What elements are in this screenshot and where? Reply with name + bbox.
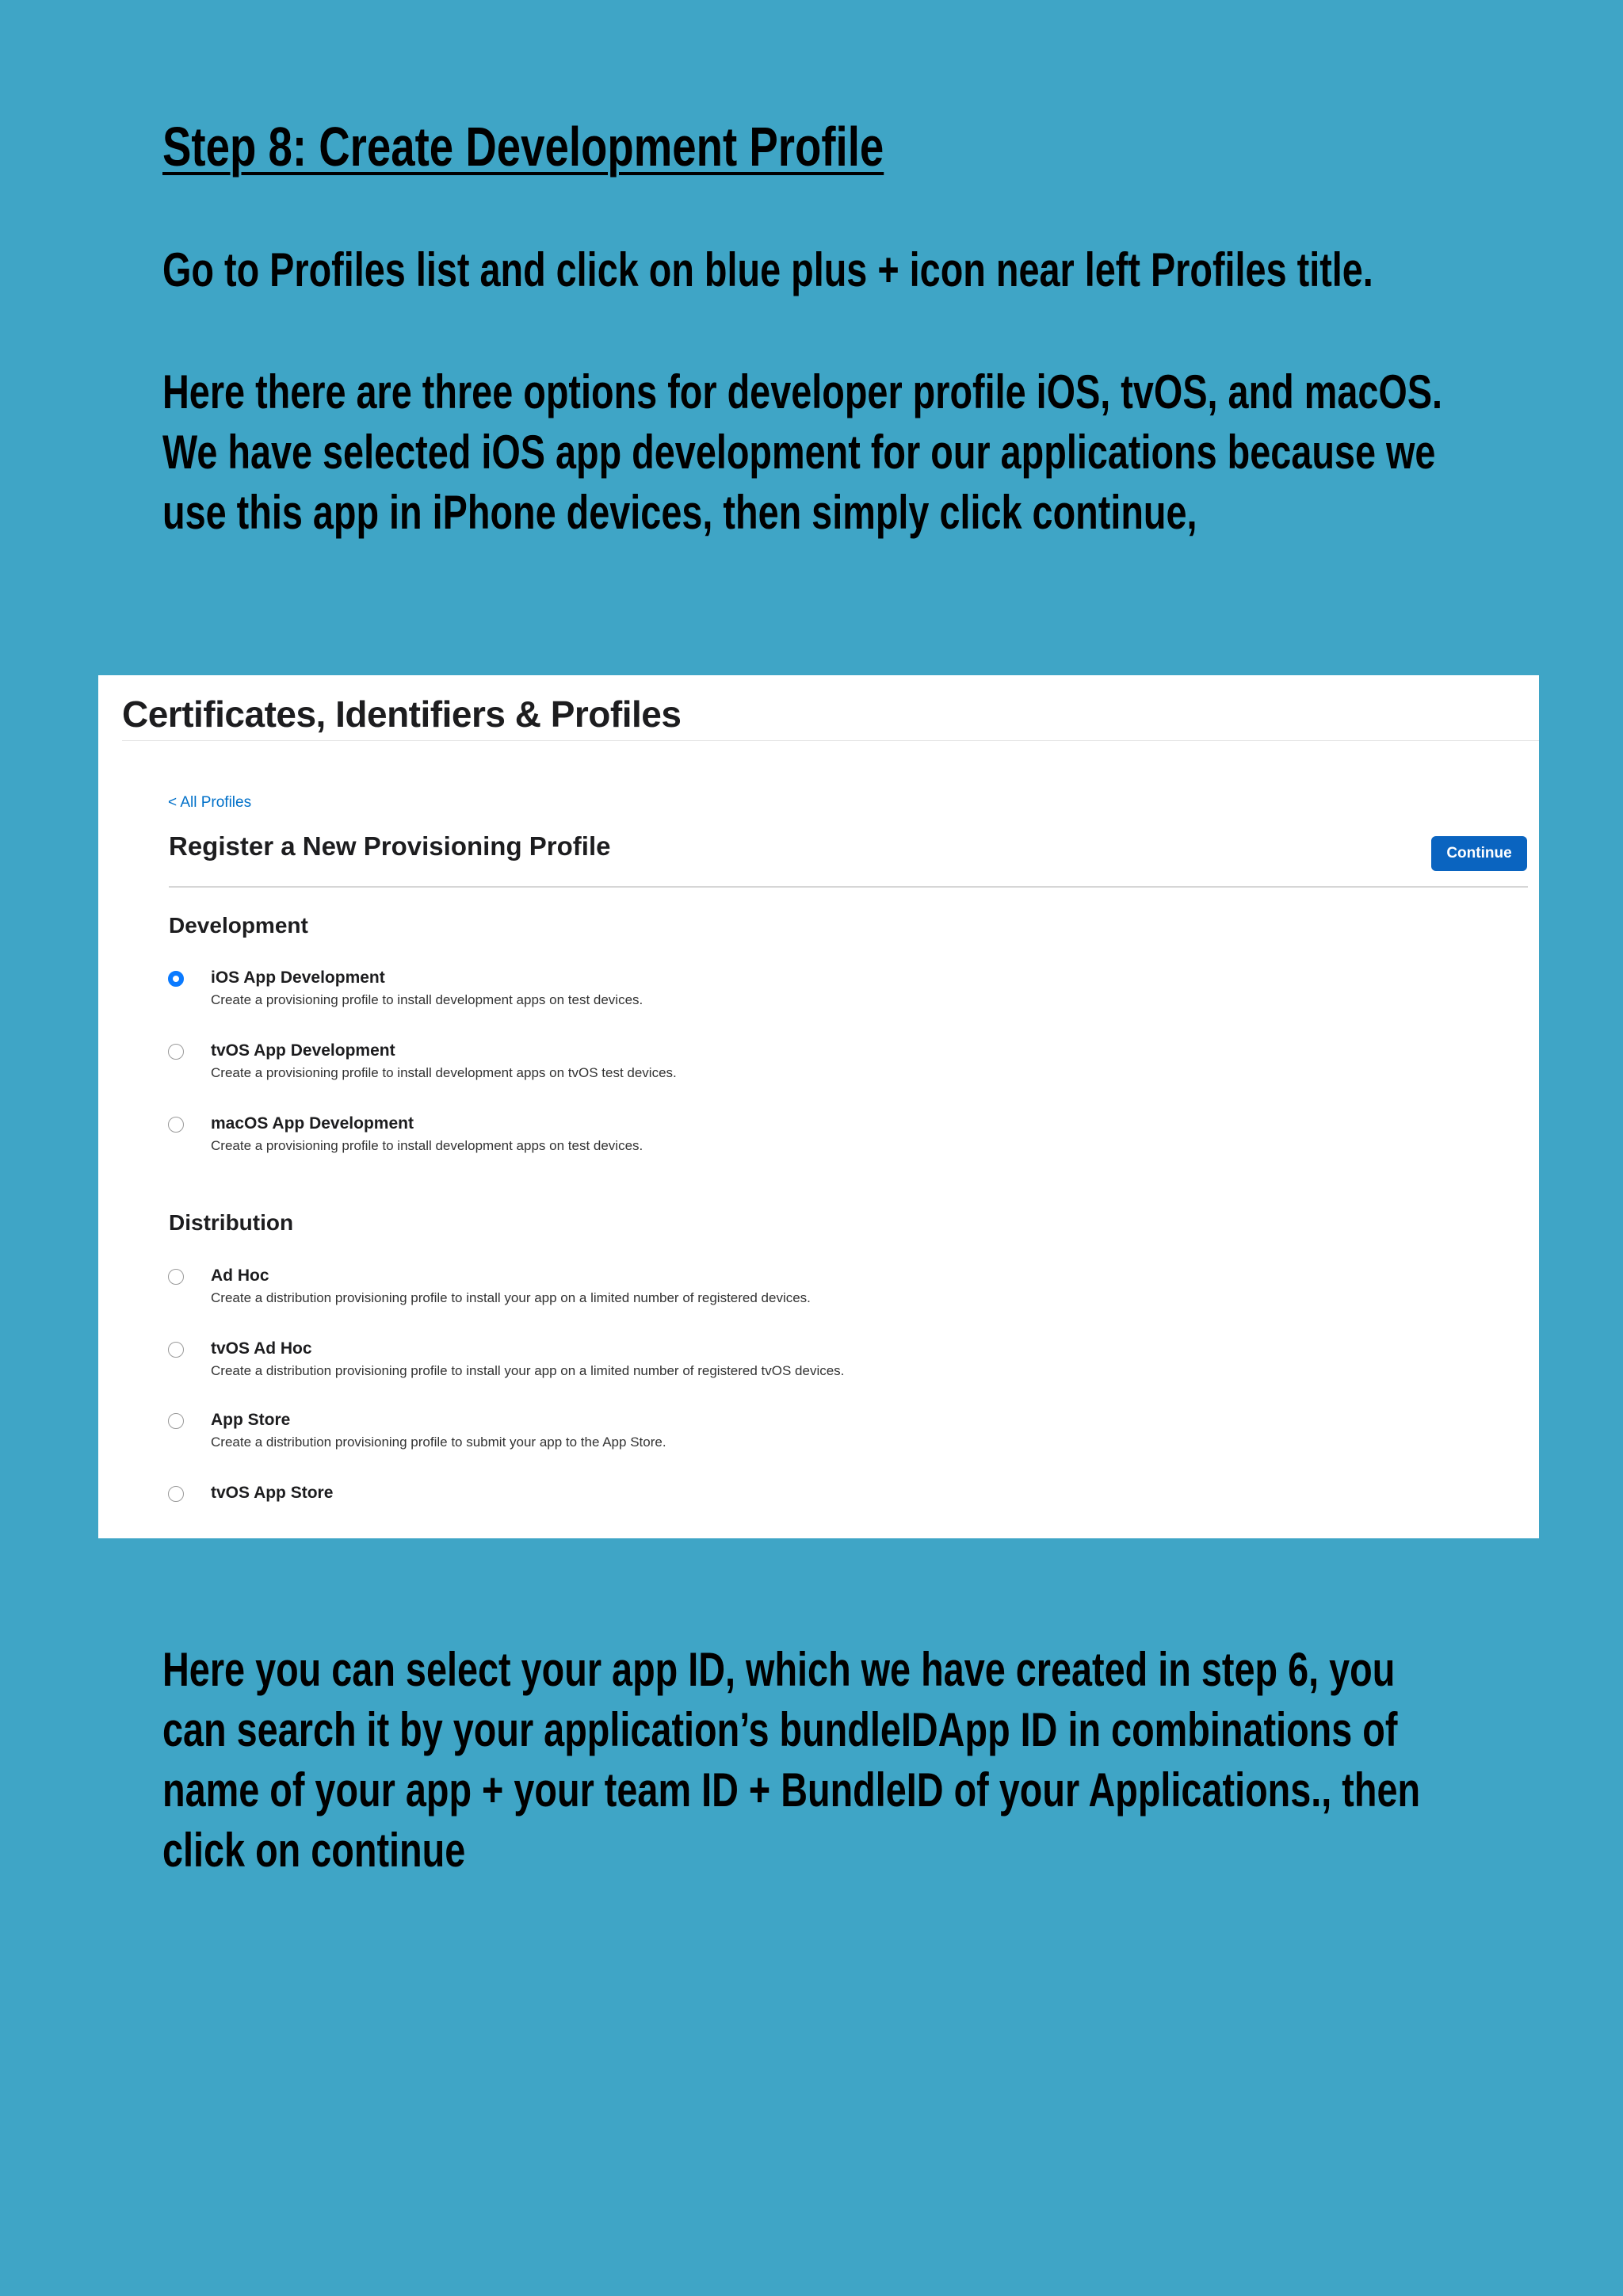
continue-button[interactable]: Continue	[1431, 836, 1527, 871]
radio-icon[interactable]	[168, 1269, 184, 1285]
title-divider	[122, 740, 1539, 741]
option-ad-hoc[interactable]	[168, 1266, 1357, 1314]
option-label: tvOS App Store	[211, 1484, 334, 1502]
paragraph-line: use this app in iPhone devices, then simply click continue,	[162, 486, 1197, 539]
option-tvos-ad-hoc[interactable]	[168, 1339, 1357, 1387]
bottom-fade	[98, 1510, 1539, 1538]
development-heading: Development	[169, 913, 308, 938]
option-label: iOS App Development	[211, 968, 385, 987]
instruction-paragraph-1: Go to Profiles list and click on blue plus + icon near left Profiles title.	[162, 243, 1373, 296]
option-label: App Store	[211, 1411, 291, 1429]
option-label: tvOS App Development	[211, 1041, 395, 1060]
option-description: Create a provisioning profile to install development apps on test devices.	[211, 1138, 643, 1153]
radio-icon[interactable]	[168, 1117, 184, 1133]
paragraph-line: can search it by your application’s bundleIDApp ID in combinations of	[162, 1703, 1398, 1756]
option-ios-app-development[interactable]	[168, 968, 1357, 1016]
option-app-store[interactable]	[168, 1411, 1357, 1458]
option-label: Ad Hoc	[211, 1266, 269, 1285]
heading-divider	[169, 886, 1528, 888]
option-description: Create a distribution provisioning profile to submit your app to the App Store.	[211, 1435, 666, 1450]
option-label: macOS App Development	[211, 1114, 414, 1133]
paragraph-line: We have selected iOS app development for our applications because we	[162, 426, 1436, 479]
embedded-screenshot	[98, 675, 1539, 1538]
instruction-paragraph-3	[162, 1640, 1420, 1881]
option-description: Create a provisioning profile to install development apps on test devices.	[211, 992, 643, 1007]
option-label: tvOS Ad Hoc	[211, 1339, 312, 1358]
instruction-paragraph-2	[162, 362, 1442, 543]
page-heading: Register a New Provisioning Profile	[169, 831, 611, 861]
option-tvos-app-development[interactable]	[168, 1041, 1357, 1089]
paragraph-line: Here you can select your app ID, which we have created in step 6, you	[162, 1643, 1396, 1696]
option-description: Create a distribution provisioning profile to install your app on a limited number of registered tvOS devices.	[211, 1363, 845, 1378]
paragraph-line: name of your app + your team ID + BundleID of your Applications., then	[162, 1763, 1421, 1817]
all-profiles-link[interactable]: < All Profiles	[168, 794, 252, 811]
radio-icon[interactable]	[168, 1342, 184, 1358]
option-macos-app-development[interactable]	[168, 1114, 1357, 1162]
app-title: Certificates, Identifiers & Profiles	[122, 693, 682, 735]
option-description: Create a distribution provisioning profile to install your app on a limited number of registered devices.	[211, 1290, 811, 1305]
step-title: Step 8: Create Development Profile	[162, 116, 884, 178]
radio-selected-icon[interactable]	[168, 971, 184, 987]
option-description: Create a provisioning profile to install development apps on tvOS test devices.	[211, 1065, 677, 1080]
paragraph-line: click on continue	[162, 1824, 466, 1877]
radio-icon[interactable]	[168, 1044, 184, 1060]
paragraph-line: Here there are three options for developer profile iOS, tvOS, and macOS.	[162, 365, 1443, 418]
distribution-heading: Distribution	[169, 1210, 294, 1235]
radio-icon[interactable]	[168, 1413, 184, 1429]
radio-icon[interactable]	[168, 1486, 184, 1502]
